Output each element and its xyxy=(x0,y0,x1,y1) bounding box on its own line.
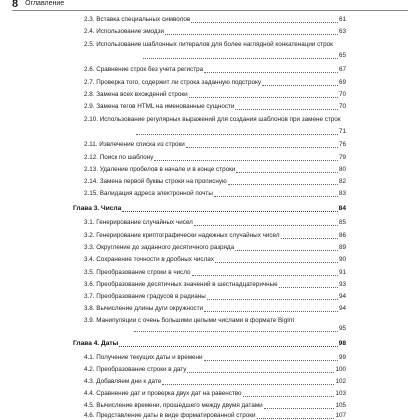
toc-entry-page: 91 xyxy=(338,269,346,276)
toc-entry[interactable] xyxy=(84,366,346,374)
toc-entry-title: 3.6. Преобразование десятичных значений в шестнадцатеричные xyxy=(84,281,278,288)
leader-dots xyxy=(243,396,335,397)
toc-entry[interactable] xyxy=(84,178,346,186)
toc-entry-page: 65 xyxy=(338,52,346,59)
toc-entry-page: 79 xyxy=(338,154,346,161)
toc-entry[interactable] xyxy=(84,390,346,398)
toc-entry-title: 2.8. Замена всех вхождений строки xyxy=(84,91,188,98)
leader-dots xyxy=(191,22,338,23)
toc-entry[interactable] xyxy=(84,190,346,198)
toc-entry-page: 67 xyxy=(338,66,346,73)
chapter-page: 84 xyxy=(338,205,346,212)
leader-dots xyxy=(194,225,338,226)
toc-entry[interactable] xyxy=(84,305,346,313)
toc-entry-page: 89 xyxy=(338,244,346,251)
toc-entry-title: 2.14. Замена первой буквы строки на прописную xyxy=(84,178,227,185)
leader-dots xyxy=(204,360,338,361)
page-number: 8 xyxy=(12,0,19,10)
toc-entry-page: 102 xyxy=(335,378,346,385)
toc-entry[interactable] xyxy=(84,28,346,36)
toc-entry[interactable] xyxy=(84,256,346,264)
toc-entry-page: 93 xyxy=(338,281,346,288)
leader-dots xyxy=(215,262,338,263)
toc-chapter[interactable] xyxy=(73,205,346,213)
toc-entry[interactable] xyxy=(84,244,346,252)
leader-dots xyxy=(207,299,338,300)
toc-entry[interactable] xyxy=(84,232,346,240)
toc-entry[interactable] xyxy=(84,154,346,162)
toc-entry-title: 3.1. Генерирование случайных чисел xyxy=(84,219,193,226)
leader-dots xyxy=(236,172,338,173)
toc-chapter[interactable] xyxy=(73,340,346,348)
leader-dots xyxy=(192,275,338,276)
running-title: Оглавление xyxy=(25,0,65,7)
toc-entry-page: 61 xyxy=(338,16,346,23)
toc-entry[interactable] xyxy=(84,219,346,227)
toc-entry[interactable] xyxy=(84,79,346,87)
toc-entry-title: 2.5. Использование шаблонных литералов для более наглядной конкатенации строк xyxy=(84,41,333,48)
toc-entry-page: 99 xyxy=(338,354,346,361)
toc-entry-title: 4.3. Добавляем дни к дате xyxy=(84,378,162,385)
toc-entry-page: 63 xyxy=(338,28,346,35)
toc-entry-title: 3.8. Вычисление длины дуги окружности xyxy=(84,305,204,312)
leader-dots xyxy=(162,384,334,385)
leader-dots xyxy=(281,238,338,239)
toc-entry-title: 2.9. Замена тегов HTML на именованные сущности xyxy=(84,103,235,110)
toc-entry-title: 3.5. Преобразование строки в число xyxy=(84,269,191,276)
toc-entry-page: 107 xyxy=(335,412,346,419)
toc-entry-title: 2.11. Извлечение списка из строки xyxy=(84,141,185,148)
toc-entry-title: 4.1. Получение текущих даты и времени xyxy=(84,354,203,361)
leader-dots xyxy=(262,85,338,86)
toc-entry-title: 3.7. Преобразование градусов в радианы xyxy=(84,293,206,300)
toc-entry-page: 86 xyxy=(338,232,346,239)
toc-entry-title: 3.3. Округление до заданного десятичного разряда xyxy=(84,244,235,251)
toc-entry-page: 100 xyxy=(335,366,346,373)
toc-entry[interactable] xyxy=(84,16,346,24)
leader-dots xyxy=(214,196,338,197)
leader-dots xyxy=(134,331,338,332)
leader-dots xyxy=(279,287,338,288)
toc-entry[interactable] xyxy=(84,317,346,325)
toc-entry-title: 2.15. Валидация адреса электронной почты xyxy=(84,190,213,197)
toc-entry-page: 69 xyxy=(338,79,346,86)
toc-entry[interactable] xyxy=(84,40,346,49)
leader-dots xyxy=(143,58,338,59)
leader-dots xyxy=(189,97,338,98)
toc-entry-title: 3.9. Манипуляции с очень большими целыми числами в формате BigInt xyxy=(84,317,295,324)
chapter-page: 98 xyxy=(338,340,346,347)
leader-dots xyxy=(235,250,338,251)
toc-entry-continuation xyxy=(84,52,346,60)
toc-entry-page: 95 xyxy=(338,325,346,332)
toc-entry-title: 4.6. Представление даты в виде форматированной строки xyxy=(84,412,256,419)
toc-entry-title: 3.4. Сохранение точности в дробных числах xyxy=(84,256,214,263)
toc-entry-page: 85 xyxy=(338,219,346,226)
toc-entry-title: 2.12. Поиск по шаблону xyxy=(84,154,154,161)
toc-entry-page: 70 xyxy=(338,103,346,110)
toc-entry[interactable] xyxy=(84,141,346,149)
toc-entry-title: 2.4. Использование эмодзи xyxy=(84,28,164,35)
leader-dots xyxy=(235,109,338,110)
toc-entry-page: 103 xyxy=(335,390,346,397)
leader-dots xyxy=(204,72,338,73)
leader-dots xyxy=(136,134,338,135)
toc-entry-page: 71 xyxy=(338,128,346,135)
toc-entry-title: 2.13. Удаление пробелов в начале и в конце строки xyxy=(84,166,236,173)
leader-dots xyxy=(165,34,338,35)
leader-dots xyxy=(122,211,337,212)
toc-entry-page: 76 xyxy=(338,141,346,148)
toc-entry[interactable] xyxy=(84,66,346,74)
toc-entry[interactable] xyxy=(84,402,346,410)
chapter-title: Глава 4. Даты xyxy=(73,340,119,347)
toc-entry[interactable] xyxy=(84,293,346,301)
toc-entry-page: 105 xyxy=(335,402,346,409)
toc-entry[interactable] xyxy=(84,91,346,99)
toc-entry-page: 94 xyxy=(338,305,346,312)
toc-entry[interactable] xyxy=(84,378,346,386)
toc-entry[interactable] xyxy=(84,166,346,174)
toc-entry-title: 4.4. Сравнение дат и проверка двух дат на равенство xyxy=(84,390,242,397)
toc-entry-page: 83 xyxy=(338,190,346,197)
toc-entry-continuation xyxy=(84,128,346,136)
toc-entry-page: 80 xyxy=(338,166,346,173)
toc-entry-title: 4.2. Преобразование строки в дату xyxy=(84,366,187,373)
leader-dots xyxy=(264,408,335,409)
toc-entry-title: 2.6. Сравнение строк без учета регистра xyxy=(84,66,204,73)
chapter-title: Глава 3. Числа xyxy=(73,205,122,212)
toc-entry[interactable] xyxy=(84,354,346,362)
toc-entry[interactable] xyxy=(84,269,346,277)
header-rule xyxy=(12,10,408,11)
toc-entry-title: 2.7. Проверка того, содержит ли строка заданную подстроку xyxy=(84,79,262,86)
toc-entry-title: 4.5. Вычисление времени, прошедшего между двумя датами xyxy=(84,402,263,409)
leader-dots xyxy=(154,160,338,161)
leader-dots xyxy=(187,372,334,373)
toc-entry-page: 94 xyxy=(338,293,346,300)
toc-entry-page: 82 xyxy=(338,178,346,185)
toc-entry[interactable] xyxy=(84,103,346,111)
leader-dots xyxy=(204,311,338,312)
leader-dots xyxy=(186,147,338,148)
leader-dots xyxy=(119,346,337,347)
toc-entry-continuation xyxy=(84,325,346,333)
toc-entry-page: 90 xyxy=(338,256,346,263)
toc-entry[interactable] xyxy=(84,116,346,124)
leader-dots xyxy=(228,184,338,185)
toc-entry-page: 70 xyxy=(338,91,346,98)
toc-entry[interactable] xyxy=(84,281,346,289)
toc-entry-title: 2.10. Использование регулярных выражений для создания шаблонов при замене строк xyxy=(84,116,341,123)
toc-entry-title: 3.2. Генерирование криптографически надежных случайных чисел xyxy=(84,232,280,239)
toc-entry-title: 2.3. Вставка специальных символов xyxy=(84,16,191,23)
toc-entry[interactable] xyxy=(84,412,346,420)
leader-dots xyxy=(257,418,335,419)
page-header xyxy=(12,0,408,13)
